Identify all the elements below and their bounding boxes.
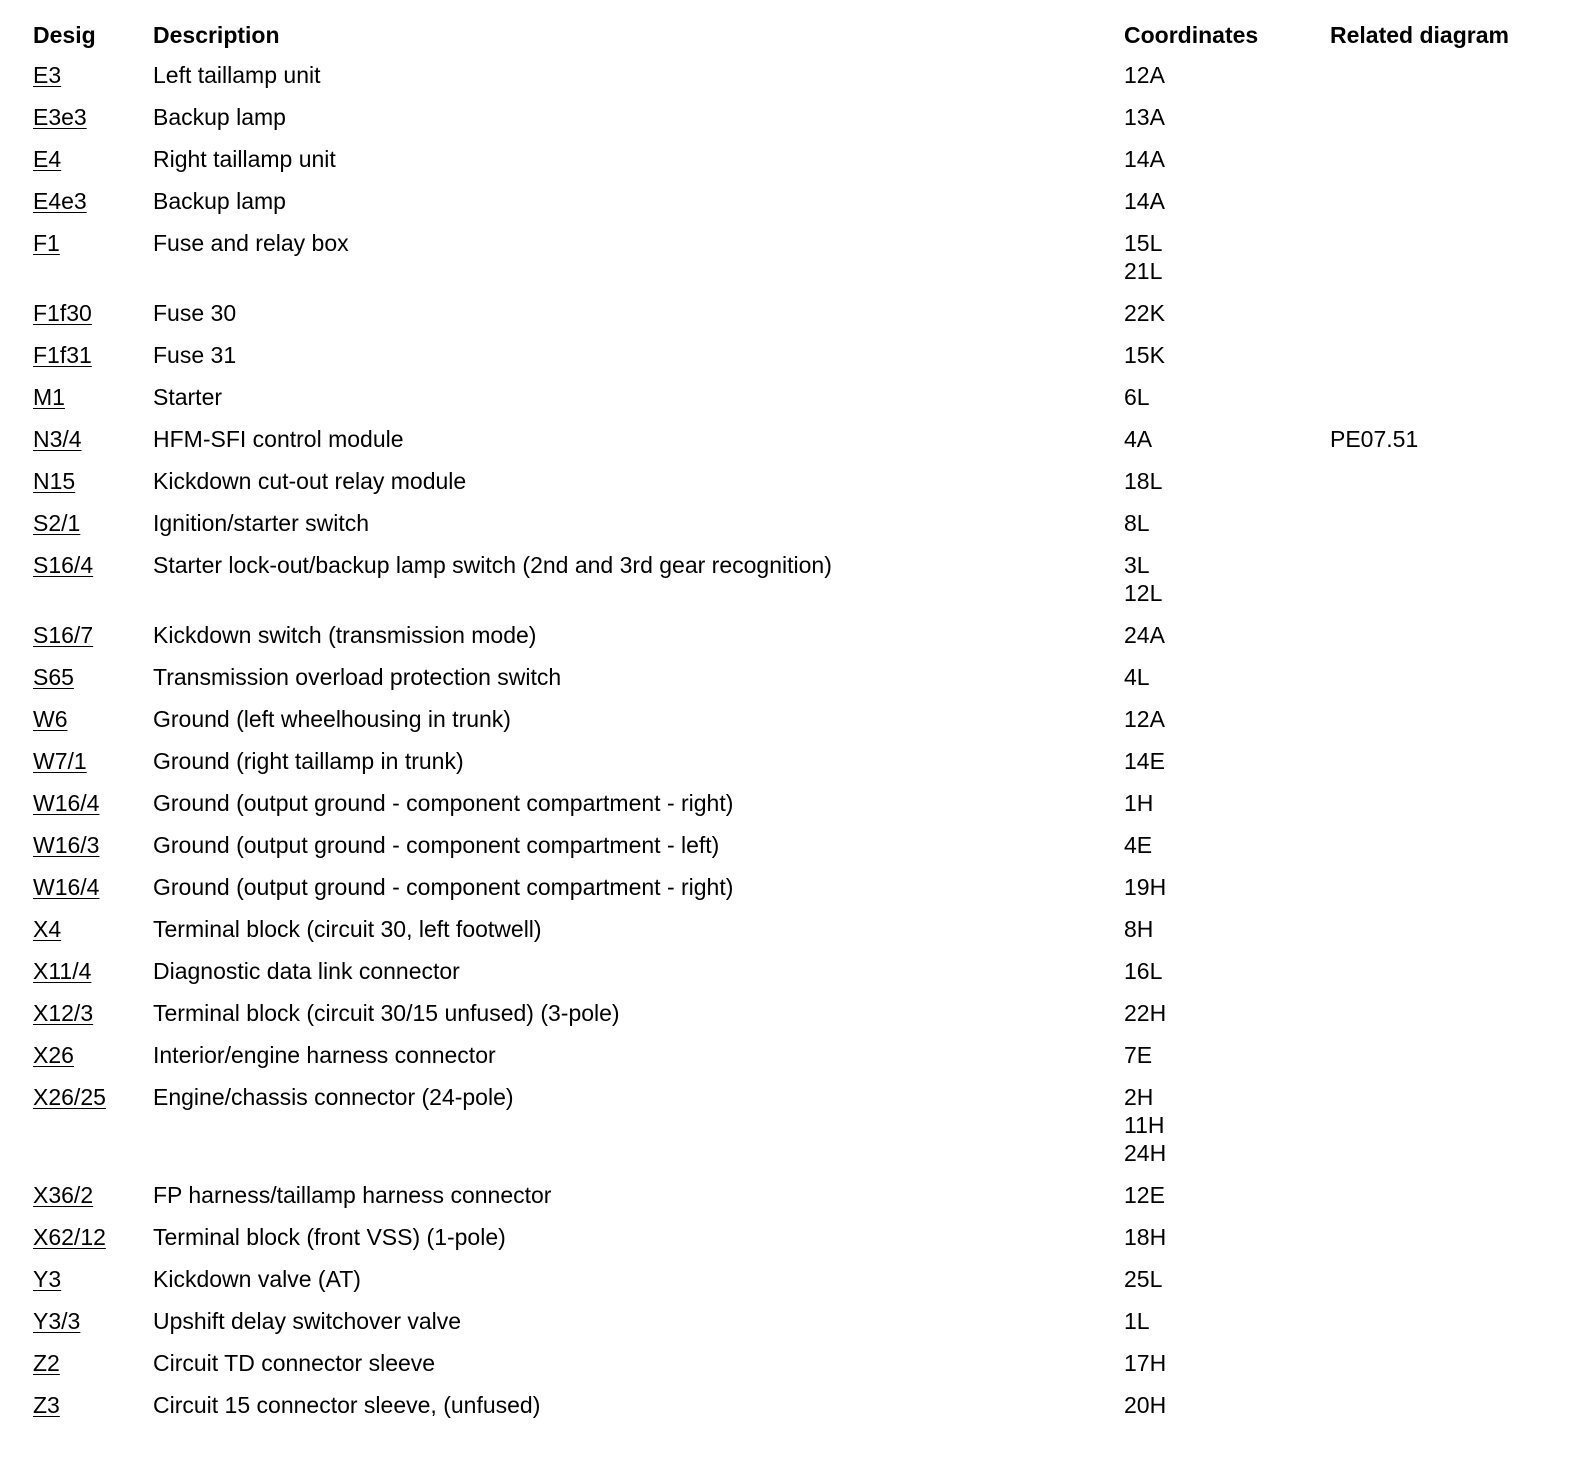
desig-cell bbox=[33, 1181, 93, 1209]
table-row bbox=[0, 1181, 1584, 1223]
table-row bbox=[0, 621, 1584, 663]
desig-cell bbox=[33, 299, 92, 327]
coordinate-value: 22H bbox=[1124, 1000, 1167, 1026]
desig-link[interactable]: M1 bbox=[33, 384, 65, 410]
table-row bbox=[0, 1349, 1584, 1391]
description-cell: Circuit 15 connector sleeve, (unfused) bbox=[153, 1392, 541, 1418]
desig-link[interactable]: Z2 bbox=[33, 1350, 60, 1376]
coordinate-value: 14A bbox=[1124, 146, 1165, 172]
coordinate-value: 14A bbox=[1124, 188, 1165, 214]
desig-cell bbox=[33, 663, 74, 691]
table-row bbox=[0, 1391, 1584, 1433]
coordinates-cell bbox=[1124, 1391, 1166, 1419]
coordinates-cell bbox=[1124, 789, 1153, 817]
coordinate-value: 25L bbox=[1124, 1266, 1163, 1292]
coordinate-value: 4E bbox=[1124, 832, 1153, 858]
coordinate-value: 4A bbox=[1124, 426, 1153, 452]
coordinate-value: 2H bbox=[1124, 1084, 1154, 1110]
coordinates-cell bbox=[1124, 1083, 1166, 1167]
description-cell: Diagnostic data link connector bbox=[153, 958, 460, 984]
desig-cell bbox=[33, 831, 99, 859]
table-row bbox=[0, 425, 1584, 467]
coordinates-cell bbox=[1124, 873, 1166, 901]
coordinate-value: 8L bbox=[1124, 510, 1150, 536]
desig-cell bbox=[33, 621, 93, 649]
table-row bbox=[0, 873, 1584, 915]
coordinate-value: 12E bbox=[1124, 1182, 1165, 1208]
desig-link[interactable]: W16/3 bbox=[33, 832, 100, 858]
desig-link[interactable]: E3 bbox=[33, 62, 62, 88]
desig-link[interactable]: F1f31 bbox=[33, 342, 92, 368]
desig-cell bbox=[33, 705, 68, 733]
description-cell: Terminal block (front VSS) (1-pole) bbox=[153, 1224, 506, 1250]
desig-link[interactable]: X26/25 bbox=[33, 1084, 106, 1110]
desig-link[interactable]: W16/4 bbox=[33, 874, 100, 900]
coordinate-value: 4L bbox=[1124, 664, 1150, 690]
desig-cell bbox=[33, 145, 61, 173]
table-body bbox=[0, 61, 1584, 1433]
coordinates-cell bbox=[1124, 383, 1150, 411]
desig-cell bbox=[33, 873, 99, 901]
desig-cell bbox=[33, 103, 87, 131]
desig-cell bbox=[33, 1223, 106, 1251]
desig-link[interactable]: S16/7 bbox=[33, 622, 94, 648]
coordinates-cell bbox=[1124, 425, 1152, 453]
description-cell: Starter bbox=[153, 384, 223, 410]
coordinate-value: 6L bbox=[1124, 384, 1150, 410]
table-row bbox=[0, 663, 1584, 705]
coordinate-value: 15L bbox=[1124, 230, 1163, 256]
header-description: Description bbox=[153, 22, 280, 48]
coordinates-cell bbox=[1124, 103, 1165, 131]
desig-cell bbox=[33, 789, 99, 817]
description-cell: Fuse and relay box bbox=[153, 230, 349, 256]
desig-cell bbox=[33, 1265, 61, 1293]
desig-link[interactable]: S65 bbox=[33, 664, 74, 690]
coordinates-cell bbox=[1124, 747, 1165, 775]
desig-cell bbox=[33, 425, 82, 453]
table-row bbox=[0, 551, 1584, 621]
description-cell: Engine/chassis connector (24-pole) bbox=[153, 1084, 514, 1110]
table-row bbox=[0, 1265, 1584, 1307]
coordinates-cell bbox=[1124, 663, 1150, 691]
desig-cell bbox=[33, 467, 75, 495]
description-cell: Left taillamp unit bbox=[153, 62, 321, 88]
description-cell: Kickdown valve (AT) bbox=[153, 1266, 361, 1292]
coordinates-cell bbox=[1124, 1181, 1165, 1209]
coordinate-value: 18L bbox=[1124, 468, 1163, 494]
description-cell: Kickdown switch (transmission mode) bbox=[153, 622, 537, 648]
desig-cell bbox=[33, 1307, 80, 1335]
desig-link[interactable]: F1f30 bbox=[33, 300, 92, 326]
coordinate-value: 3L bbox=[1124, 552, 1150, 578]
description-cell: Backup lamp bbox=[153, 188, 286, 214]
description-cell: Backup lamp bbox=[153, 104, 286, 130]
table-row bbox=[0, 229, 1584, 299]
table-row bbox=[0, 103, 1584, 145]
coordinates-cell bbox=[1124, 831, 1152, 859]
desig-cell bbox=[33, 1391, 60, 1419]
desig-link[interactable]: F1 bbox=[33, 230, 60, 256]
related-diagram-cell: PE07.51 bbox=[1330, 426, 1419, 452]
table-row bbox=[0, 61, 1584, 103]
desig-link[interactable]: X4 bbox=[33, 916, 62, 942]
description-cell: Ignition/starter switch bbox=[153, 510, 370, 536]
coordinates-cell bbox=[1124, 705, 1165, 733]
coordinate-value: 15K bbox=[1124, 342, 1165, 368]
desig-link[interactable]: N15 bbox=[33, 468, 76, 494]
desig-link[interactable]: Z3 bbox=[33, 1392, 60, 1418]
desig-link[interactable]: X12/3 bbox=[33, 1000, 94, 1026]
coordinates-cell bbox=[1124, 551, 1162, 607]
description-cell: Ground (output ground - component compartment - right) bbox=[153, 874, 734, 900]
desig-link[interactable]: Y3 bbox=[33, 1266, 62, 1292]
coordinates-cell bbox=[1124, 1265, 1162, 1293]
coordinate-value: 21L bbox=[1124, 258, 1163, 284]
table-row bbox=[0, 187, 1584, 229]
desig-cell bbox=[33, 551, 93, 579]
table-header bbox=[0, 0, 1584, 61]
desig-cell bbox=[33, 1041, 74, 1069]
desig-link[interactable]: X62/12 bbox=[33, 1224, 106, 1250]
table-row bbox=[0, 747, 1584, 789]
coordinate-value: 17H bbox=[1124, 1350, 1167, 1376]
coordinate-value: 13A bbox=[1124, 104, 1165, 130]
table-row bbox=[0, 383, 1584, 425]
table-row bbox=[0, 915, 1584, 957]
desig-cell bbox=[33, 509, 80, 537]
coordinate-value: 24A bbox=[1124, 622, 1165, 648]
table-row bbox=[0, 145, 1584, 187]
desig-link[interactable]: W6 bbox=[33, 706, 68, 732]
desig-cell bbox=[33, 957, 91, 985]
header-desig: Desig bbox=[33, 22, 96, 48]
coordinate-value: 24H bbox=[1124, 1140, 1167, 1166]
description-cell: Upshift delay switchover valve bbox=[153, 1308, 462, 1334]
coordinate-value: 12A bbox=[1124, 706, 1165, 732]
coordinates-cell bbox=[1124, 1307, 1150, 1335]
desig-cell bbox=[33, 229, 60, 257]
description-cell: Circuit TD connector sleeve bbox=[153, 1350, 436, 1376]
description-cell: Starter lock-out/backup lamp switch (2nd and 3rd gear recognition) bbox=[153, 552, 832, 578]
coordinate-value: 18H bbox=[1124, 1224, 1167, 1250]
table-row bbox=[0, 299, 1584, 341]
coordinates-cell bbox=[1124, 957, 1162, 985]
description-cell: Fuse 30 bbox=[153, 300, 237, 326]
desig-link[interactable]: Y3/3 bbox=[33, 1308, 81, 1334]
description-cell: Terminal block (circuit 30/15 unfused) (3-pole) bbox=[153, 1000, 620, 1026]
desig-link[interactable]: E3e3 bbox=[33, 104, 87, 130]
coordinates-cell bbox=[1124, 915, 1153, 943]
table-row bbox=[0, 957, 1584, 999]
coordinates-cell bbox=[1124, 299, 1165, 327]
desig-cell bbox=[33, 383, 65, 411]
desig-link[interactable]: E4 bbox=[33, 146, 62, 172]
coordinate-value: 12A bbox=[1124, 62, 1165, 88]
desig-link[interactable]: E4e3 bbox=[33, 188, 87, 214]
desig-cell bbox=[33, 61, 61, 89]
description-cell: Terminal block (circuit 30, left footwell) bbox=[153, 916, 542, 942]
coordinate-value: 16L bbox=[1124, 958, 1163, 984]
coordinate-value: 11H bbox=[1124, 1112, 1165, 1138]
coordinates-cell bbox=[1124, 1349, 1166, 1377]
coordinates-cell bbox=[1124, 1223, 1166, 1251]
description-cell: Interior/engine harness connector bbox=[153, 1042, 496, 1068]
coordinate-value: 12L bbox=[1124, 580, 1163, 606]
desig-link[interactable]: W16/4 bbox=[33, 790, 100, 816]
coordinate-value: 8H bbox=[1124, 916, 1154, 942]
table-row bbox=[0, 1083, 1584, 1181]
table-row bbox=[0, 467, 1584, 509]
coordinates-cell bbox=[1124, 61, 1165, 89]
description-cell: Ground (output ground - component compartment - left) bbox=[153, 832, 720, 858]
description-cell: Ground (left wheelhousing in trunk) bbox=[153, 706, 511, 732]
coordinates-cell bbox=[1124, 621, 1165, 649]
desig-cell bbox=[33, 341, 92, 369]
coordinate-value: 20H bbox=[1124, 1392, 1167, 1418]
coordinates-cell bbox=[1124, 145, 1165, 173]
table-row bbox=[0, 341, 1584, 383]
coordinates-cell bbox=[1124, 341, 1165, 369]
coordinates-cell bbox=[1124, 187, 1165, 215]
header-related-diagram: Related diagram bbox=[1330, 22, 1509, 48]
desig-cell bbox=[33, 915, 61, 943]
description-cell: Transmission overload protection switch bbox=[153, 664, 562, 690]
coordinates-cell bbox=[1124, 999, 1166, 1027]
desig-cell bbox=[33, 187, 87, 215]
description-cell: Ground (output ground - component compartment - right) bbox=[153, 790, 734, 816]
table-row bbox=[0, 705, 1584, 747]
coordinate-value: 1L bbox=[1124, 1308, 1150, 1334]
description-cell: FP harness/taillamp harness connector bbox=[153, 1182, 552, 1208]
desig-cell bbox=[33, 1349, 60, 1377]
coordinate-value: 14E bbox=[1124, 748, 1165, 774]
desig-cell bbox=[33, 999, 93, 1027]
header-coordinates: Coordinates bbox=[1124, 22, 1259, 48]
desig-link[interactable]: N3/4 bbox=[33, 426, 82, 452]
description-cell: Right taillamp unit bbox=[153, 146, 336, 172]
table-row bbox=[0, 831, 1584, 873]
desig-link[interactable]: W7/1 bbox=[33, 748, 87, 774]
description-cell: Ground (right taillamp in trunk) bbox=[153, 748, 464, 774]
coordinates-cell bbox=[1124, 229, 1162, 285]
desig-link[interactable]: S16/4 bbox=[33, 552, 94, 578]
coordinate-value: 22K bbox=[1124, 300, 1165, 326]
coordinate-value: 19H bbox=[1124, 874, 1167, 900]
desig-link[interactable]: S2/1 bbox=[33, 510, 81, 536]
coordinates-cell bbox=[1124, 509, 1150, 537]
table-row bbox=[0, 509, 1584, 551]
table-row bbox=[0, 789, 1584, 831]
desig-cell bbox=[33, 747, 87, 775]
coordinate-value: 7E bbox=[1124, 1042, 1153, 1068]
desig-link[interactable]: X36/2 bbox=[33, 1182, 94, 1208]
coordinate-value: 1H bbox=[1124, 790, 1154, 816]
description-cell: Kickdown cut-out relay module bbox=[153, 468, 467, 494]
coordinates-cell bbox=[1124, 1041, 1152, 1069]
table-row bbox=[0, 1307, 1584, 1349]
coordinates-cell bbox=[1124, 467, 1162, 495]
table-row bbox=[0, 1223, 1584, 1265]
table-row bbox=[0, 1041, 1584, 1083]
description-cell: HFM-SFI control module bbox=[153, 426, 404, 452]
desig-cell bbox=[33, 1083, 106, 1111]
desig-link[interactable]: X11/4 bbox=[33, 958, 92, 984]
description-cell: Fuse 31 bbox=[153, 342, 237, 368]
desig-link[interactable]: X26 bbox=[33, 1042, 74, 1068]
table-row bbox=[0, 999, 1584, 1041]
